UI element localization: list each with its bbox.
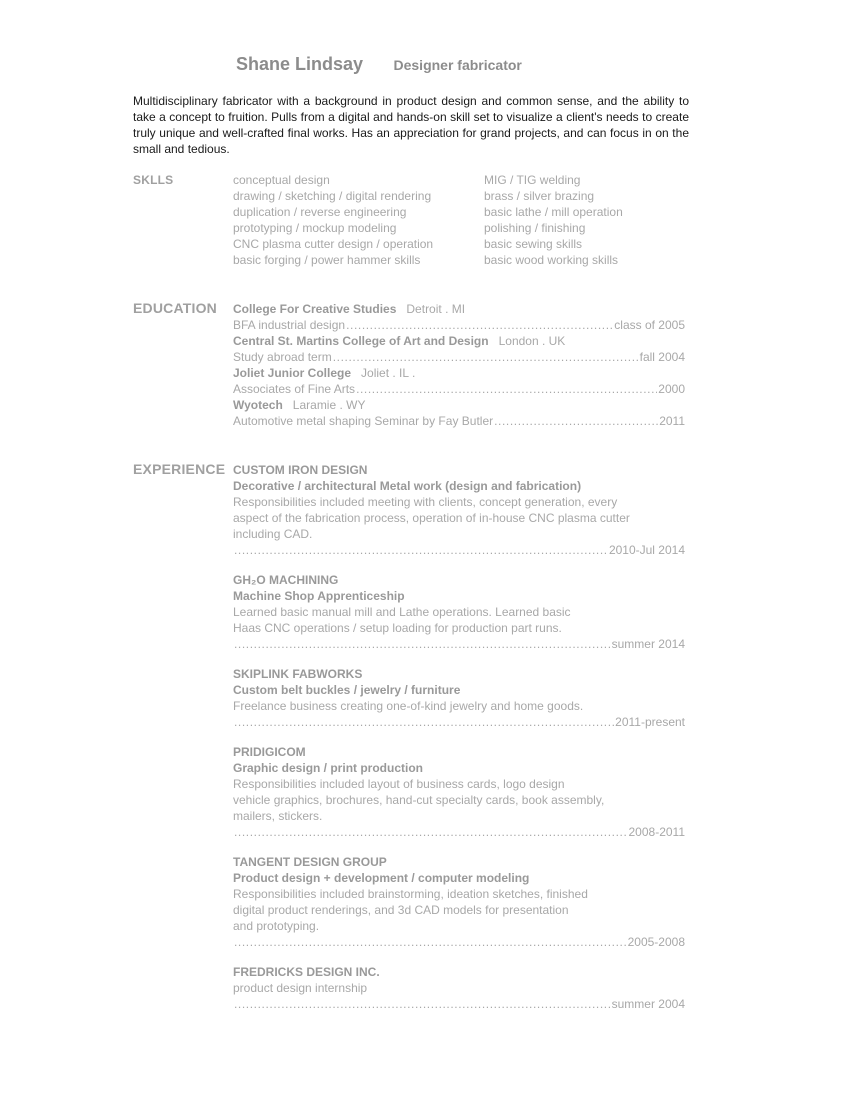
education-date: 2000: [658, 382, 685, 396]
skills-column-2: [484, 172, 623, 268]
job-dates: summer 2014: [611, 637, 685, 651]
school-name-row: [233, 333, 685, 349]
description-line: mailers, stickers.: [233, 809, 323, 823]
dot-leader: [494, 413, 658, 429]
job-entry: [233, 666, 685, 730]
school-location: London . UK: [498, 334, 566, 348]
company-name: PRIDIGICOM: [233, 745, 306, 759]
experience-heading: EXPERIENCE: [133, 461, 226, 477]
job-description: [233, 980, 685, 996]
dot-leader: [234, 714, 614, 730]
job-title: Product design + development / computer modeling: [233, 871, 530, 885]
skill-item: basic wood working skills: [484, 253, 619, 267]
job-date-row: [233, 636, 685, 652]
degree-text: Study abroad term: [233, 350, 332, 364]
description-line: digital product renderings, and 3d CAD models for presentation: [233, 903, 569, 917]
description-line: Responsibilities included layout of business cards, logo design: [233, 777, 565, 791]
dot-leader: [234, 542, 608, 558]
job-description: [233, 604, 685, 636]
job-title: Machine Shop Apprenticeship: [233, 589, 405, 603]
company-name: CUSTOM IRON DESIGN: [233, 463, 368, 477]
school-name-row: [233, 301, 685, 317]
job-title: Decorative / architectural Metal work (design and fabrication): [233, 479, 582, 493]
dot-leader: [234, 996, 611, 1012]
description-line: Freelance business creating one-of-kind jewelry and home goods.: [233, 699, 584, 713]
skill-item: duplication / reverse engineering: [233, 205, 407, 219]
job-entry: [233, 462, 685, 558]
dot-leader: [234, 636, 611, 652]
skill-item: conceptual design: [233, 173, 330, 187]
school-name: Central St. Martins College of Art and Design: [233, 334, 489, 348]
job-dates: 2008-2011: [628, 825, 685, 839]
school-location: Laramie . WY: [292, 398, 366, 412]
education-date: fall 2004: [639, 350, 685, 364]
company-name: SKIPLINK FABWORKS: [233, 667, 363, 681]
dot-leader: [346, 317, 613, 333]
skills-heading: SKLLS: [133, 173, 174, 187]
skills-column-1: [233, 172, 433, 268]
job-title: Graphic design / print production: [233, 761, 424, 775]
job-dates: summer 2004: [611, 997, 685, 1011]
school-location: Detroit . MI: [406, 302, 466, 316]
description-line: product design internship: [233, 981, 368, 995]
job-dates: 2010-Jul 2014: [608, 543, 685, 557]
job-description: [233, 776, 685, 824]
skill-item: CNC plasma cutter design / operation: [233, 237, 434, 251]
job-entry: [233, 964, 685, 1012]
skill-item: polishing / finishing: [484, 221, 586, 235]
job-entry: [233, 744, 685, 840]
skill-item: basic lathe / mill operation: [484, 205, 623, 219]
education-list: [233, 301, 685, 429]
education-detail-row: [233, 381, 685, 397]
job-description: [233, 494, 685, 542]
education-detail-row: [233, 413, 685, 429]
job-dates: 2005-2008: [627, 935, 685, 949]
company-name: FREDRICKS DESIGN INC.: [233, 965, 380, 979]
resume-header: [236, 54, 522, 75]
school-name-row: [233, 365, 685, 381]
school-name-row: [233, 397, 685, 413]
job-dates: 2011-present: [615, 715, 685, 729]
description-line: and prototyping.: [233, 919, 320, 933]
job-description: [233, 698, 685, 714]
education-heading: EDUCATION: [133, 300, 217, 316]
dot-leader: [234, 934, 627, 950]
description-line: Responsibilities included meeting with clients, concept generation, every: [233, 495, 618, 509]
skill-item: basic sewing skills: [484, 237, 583, 251]
skill-item: brass / silver brazing: [484, 189, 595, 203]
degree-text: Automotive metal shaping Seminar by Fay Butler: [233, 414, 494, 428]
person-name: Shane Lindsay: [236, 54, 364, 74]
job-date-row: [233, 996, 685, 1012]
company-name: TANGENT DESIGN GROUP: [233, 855, 387, 869]
education-detail-row: [233, 317, 685, 333]
description-line: including CAD.: [233, 527, 313, 541]
school-location: Joliet . IL .: [361, 366, 416, 380]
description-line: aspect of the fabrication process, operation of in-house CNC plasma cutter: [233, 511, 630, 525]
person-role: Designer fabricator: [393, 57, 522, 73]
description-line: Haas CNC operations / setup loading for production part runs.: [233, 621, 562, 635]
school-name: Wyotech: [233, 398, 283, 412]
job-entry: [233, 572, 685, 652]
skill-item: MIG / TIG welding: [484, 173, 581, 187]
dot-leader: [234, 824, 628, 840]
job-entry: [233, 854, 685, 950]
dot-leader: [356, 381, 657, 397]
education-date: 2011: [659, 414, 685, 428]
dot-leader: [333, 349, 639, 365]
education-date: class of 2005: [614, 318, 685, 332]
skill-item: prototyping / mockup modeling: [233, 221, 397, 235]
description-line: Learned basic manual mill and Lathe operations. Learned basic: [233, 605, 571, 619]
summary-paragraph: Multidisciplinary fabricator with a background in product design and common sense, and the ability to take a concept to fruition. Pulls from a digital and hands-on skill set to visualize a client's needs to create truly unique and well-crafted final works. Has an appreciation for grand projects, and can focus in on the small and tedious.: [133, 94, 689, 156]
job-date-row: [233, 934, 685, 950]
degree-text: Associates of Fine Arts: [233, 382, 356, 396]
job-description: [233, 886, 685, 934]
skill-item: basic forging / power hammer skills: [233, 253, 421, 267]
school-name: College For Creative Studies: [233, 302, 397, 316]
job-title: Custom belt buckles / jewelry / furniture: [233, 683, 461, 697]
education-detail-row: [233, 349, 685, 365]
skill-item: drawing / sketching / digital rendering: [233, 189, 432, 203]
description-line: vehicle graphics, brochures, hand-cut specialty cards, book assembly,: [233, 793, 605, 807]
experience-list: [233, 462, 685, 1026]
degree-text: BFA industrial design: [233, 318, 346, 332]
description-line: Responsibilities included brainstorming, ideation sketches, finished: [233, 887, 588, 901]
school-name: Joliet Junior College: [233, 366, 352, 380]
company-name: GH₂O MACHINING: [233, 573, 339, 587]
job-date-row: [233, 714, 685, 730]
job-date-row: [233, 542, 685, 558]
job-date-row: [233, 824, 685, 840]
